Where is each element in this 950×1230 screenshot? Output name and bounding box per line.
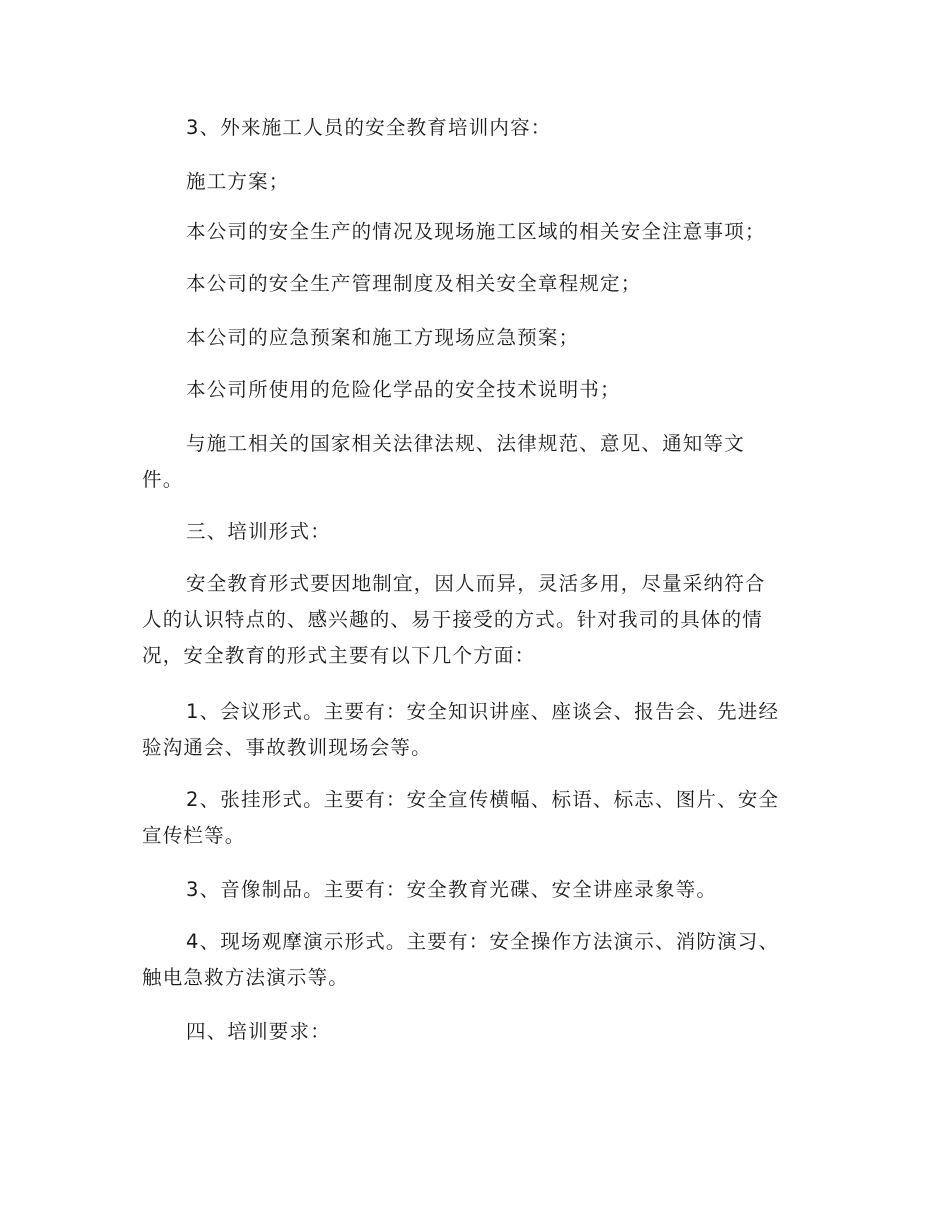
section-heading-training-requirements: 四、培训要求： [186, 1020, 331, 1043]
list-item-chemical-manual: 本公司所使用的危险化学品的安全技术说明书； [186, 378, 621, 401]
list-item-laws-regulations: 与施工相关的国家相关法律法规、法律规范、意见、通知等文 件。 [142, 432, 745, 491]
list-item-safety-situation: 本公司的安全生产的情况及现场施工区域的相关安全注意事项； [186, 220, 766, 243]
list-item-meeting-form: 1、会议形式。主要有：安全知识讲座、座谈会、报告会、先进经 验沟通会、事故教训现场会等。 [142, 700, 780, 759]
section-heading-training-form: 三、培训形式： [186, 520, 331, 543]
list-item-emergency-plan: 本公司的应急预案和施工方现场应急预案； [186, 326, 580, 349]
list-item-audio-video: 3、音像制品。主要有：安全教育光碟、安全讲座录象等。 [186, 878, 718, 901]
list-item-construction-plan: 施工方案； [186, 170, 290, 193]
list-item-management-system: 本公司的安全生产管理制度及相关安全章程规定； [186, 272, 642, 295]
paragraph-training-form-intro: 安全教育形式要因地制宜，因人而异，灵活多用，尽量采纳符合 人的认识特点的、感兴趣的、易于接受的方式。针对我司的具体的情 况，安全教育的形式主要有以下几个方面： [142, 572, 766, 667]
list-item-poster-form: 2、张挂形式。主要有：安全宣传横幅、标语、标志、图片、安全 宣传栏等。 [142, 788, 780, 847]
list-item-onsite-demo: 4、现场观摩演示形式。主要有：安全操作方法演示、消防演习、 触电急救方法演示等。 [142, 930, 780, 989]
list-item-outside-worker-training: 3、外来施工人员的安全教育培训内容： [186, 116, 552, 139]
